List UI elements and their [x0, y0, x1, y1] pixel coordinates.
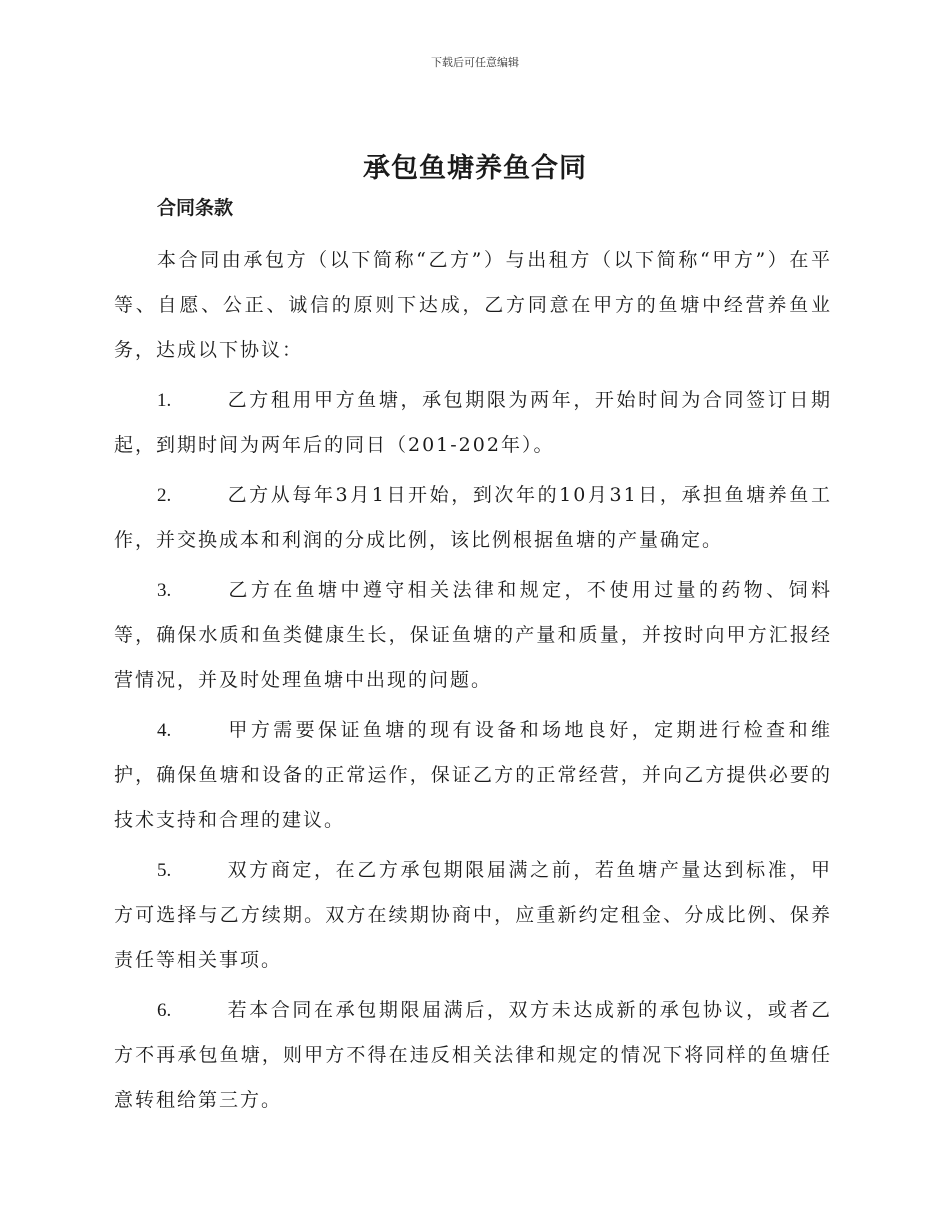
clause-4 [114, 708, 832, 843]
document-body [114, 238, 832, 1128]
clause-number: 2. [157, 485, 172, 506]
clause-3 [114, 568, 832, 703]
clause-number: 3. [157, 580, 172, 601]
clause-text: 若本合同在承包期限届满后，双方未达成新的承包协议，或者乙方不再承包鱼塘，则甲方不得在违反相关法律和规定的情况下将同样的鱼塘任意转租给第三方。 [114, 999, 832, 1111]
clause-number: 6. [157, 1000, 172, 1021]
section-heading: 合同条款 [157, 197, 234, 219]
intro-paragraph: 本合同由承包方（以下简称“乙方”）与出租方（以下简称“甲方”）在平等、自愿、公正、诚信的原则下达成，乙方同意在甲方的鱼塘中经营养鱼业务，达成以下协议： [114, 249, 832, 361]
clause-number: 1. [157, 390, 172, 411]
clause-1 [114, 378, 832, 468]
clause-2 [114, 473, 832, 563]
clause-text: 乙方租用甲方鱼塘，承包期限为两年，开始时间为合同签订日期起，到期时间为两年后的同日（201-202年）。 [114, 389, 832, 456]
clause-text: 双方商定，在乙方承包期限届满之前，若鱼塘产量达到标准，甲方可选择与乙方续期。双方在续期协商中，应重新约定租金、分成比例、保养责任等相关事项。 [114, 859, 832, 971]
clause-6 [114, 988, 832, 1123]
clause-number: 5. [157, 860, 172, 881]
document-title: 承包鱼塘养鱼合同 [363, 153, 587, 184]
clause-text: 乙方在鱼塘中遵守相关法律和规定，不使用过量的药物、饲料等，确保水质和鱼类健康生长，保证鱼塘的产量和质量，并按时向甲方汇报经营情况，并及时处理鱼塘中出现的问题。 [114, 579, 832, 691]
clause-number: 4. [157, 720, 172, 741]
header-note: 下载后可任意编辑 [431, 56, 519, 69]
clause-text: 乙方从每年3月1日开始，到次年的10月31日，承担鱼塘养鱼工作，并交换成本和利润的分成比例，该比例根据鱼塘的产量确定。 [114, 484, 832, 551]
clause-text: 甲方需要保证鱼塘的现有设备和场地良好，定期进行检查和维护，确保鱼塘和设备的正常运作，保证乙方的正常经营，并向乙方提供必要的技术支持和合理的建议。 [114, 719, 832, 831]
clause-5 [114, 848, 832, 983]
